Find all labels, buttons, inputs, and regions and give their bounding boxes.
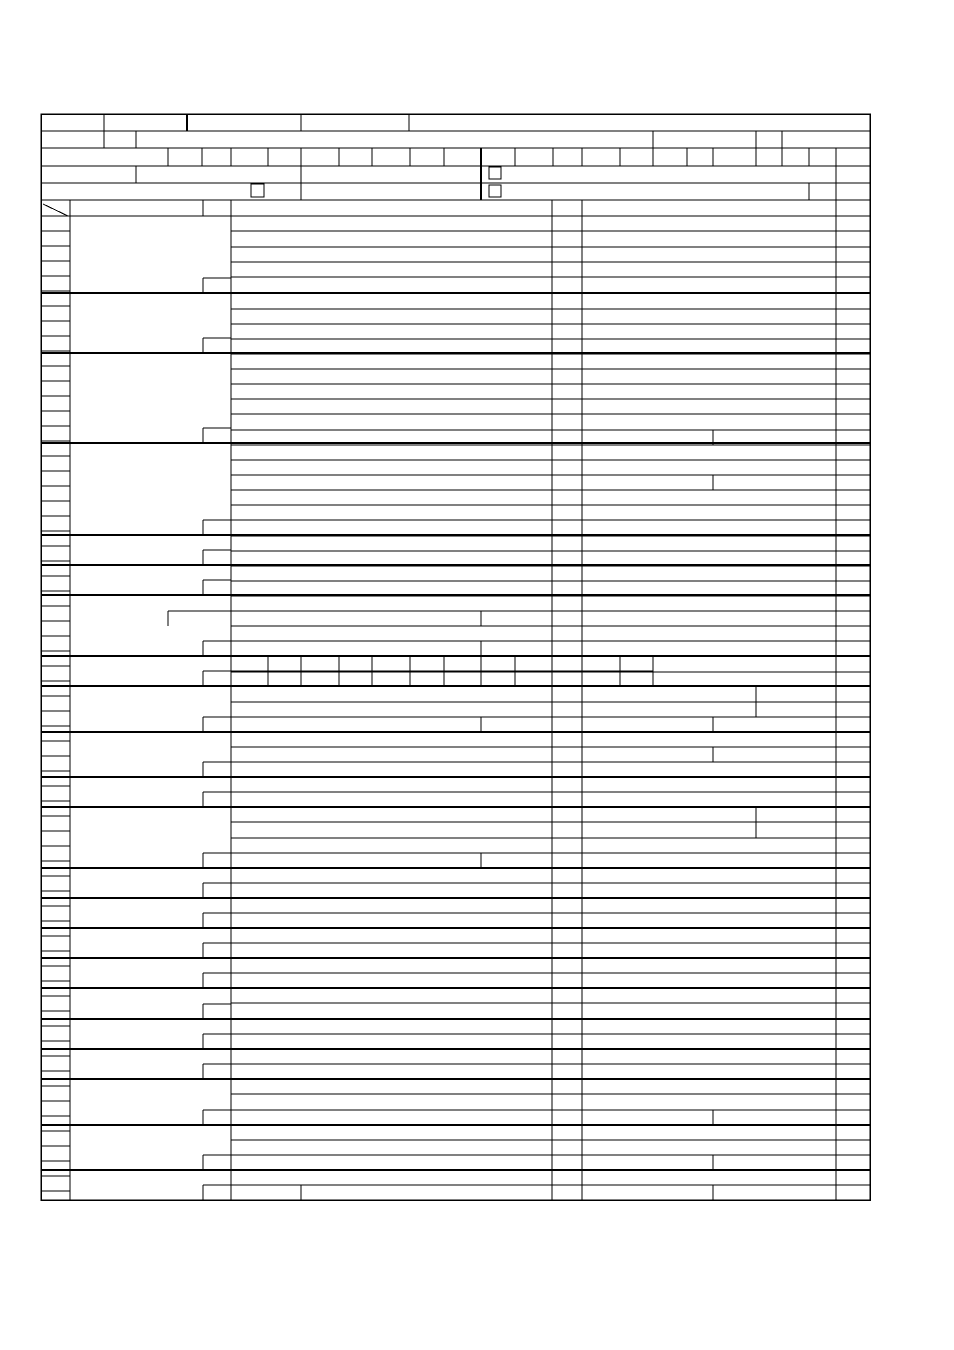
checkbox-header-left[interactable] xyxy=(251,184,264,197)
checkbox-header-right-2[interactable] xyxy=(489,185,501,197)
checkbox-header-right-1[interactable] xyxy=(489,167,501,179)
diagonal-corner-line xyxy=(43,204,68,216)
